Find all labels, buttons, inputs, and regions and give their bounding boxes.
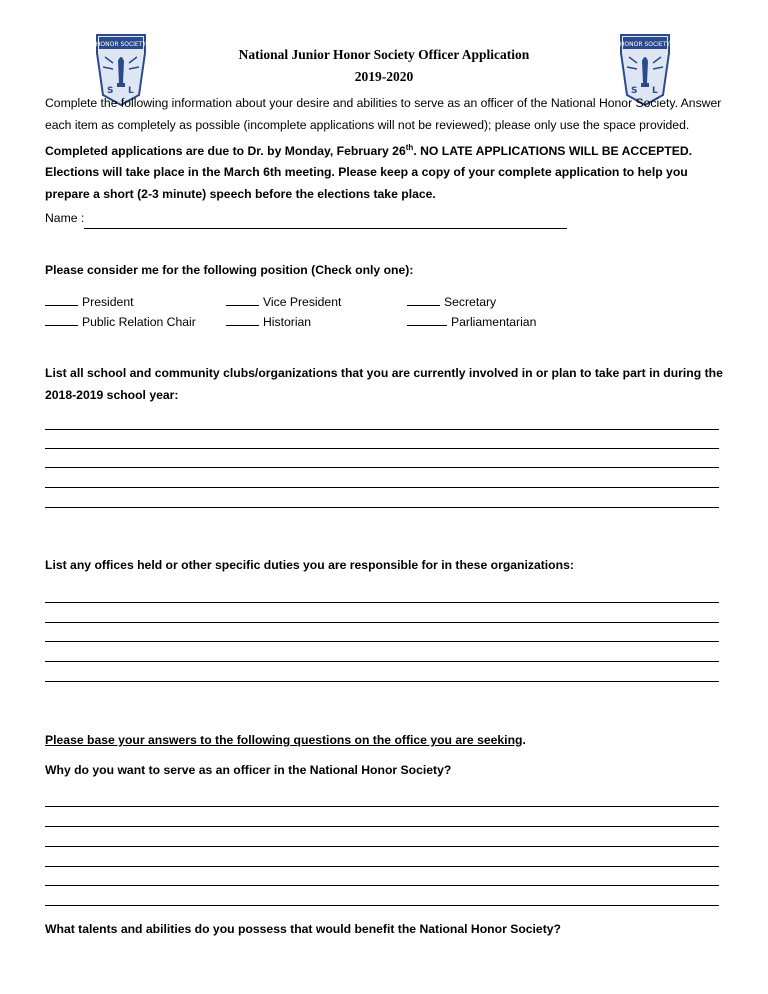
document-year: 2019-2020 bbox=[354, 69, 414, 84]
clubs-answer-line[interactable] bbox=[45, 467, 719, 468]
name-label: Name : bbox=[45, 211, 85, 225]
clubs-answer-line[interactable] bbox=[45, 429, 719, 430]
svg-text:HONOR SOCIETY: HONOR SOCIETY bbox=[619, 41, 671, 48]
svg-text:HONOR SOCIETY: HONOR SOCIETY bbox=[95, 41, 147, 48]
clubs-heading: List all school and community clubs/organizations that you are currently involved in or plan to take part in during the 2018-2019 school year: bbox=[45, 366, 723, 402]
offices-heading: List any offices held or other specific duties you are responsible for in these organizations: bbox=[45, 558, 574, 572]
offices-answer-line[interactable] bbox=[45, 661, 719, 662]
document-title: National Junior Honor Society Officer Application bbox=[238, 47, 530, 62]
option-parliamentarian[interactable]: Parliamentarian bbox=[407, 314, 536, 329]
why-answer-line[interactable] bbox=[45, 905, 719, 906]
svg-text:S: S bbox=[631, 86, 638, 96]
why-answer-line[interactable] bbox=[45, 885, 719, 886]
why-answer-line[interactable] bbox=[45, 806, 719, 807]
instruction-text: Please base your answers to the following questions on the office you are seeking. bbox=[45, 733, 526, 747]
option-public-relation-chair[interactable]: Public Relation Chair bbox=[45, 314, 196, 329]
question-why: Why do you want to serve as an officer in the National Honor Society? bbox=[45, 763, 452, 777]
positions-heading: Please consider me for the following position (Check only one): bbox=[45, 263, 414, 277]
name-field[interactable] bbox=[84, 228, 567, 229]
offices-answer-line[interactable] bbox=[45, 641, 719, 642]
intro-paragraph bbox=[45, 93, 725, 206]
option-vice-president[interactable]: Vice President bbox=[226, 294, 341, 309]
clubs-answer-line[interactable] bbox=[45, 487, 719, 488]
why-answer-line[interactable] bbox=[45, 826, 719, 827]
intro-deadline: Completed applications are due to Dr. by Monday, February 26th. NO LATE APPLICATIONS WILL BE ACCEPTED. Elections will take place in the March 6th meeting. Please keep a copy of your complete application to help you prepare a short (2-3 minute) speech before the elections take place. bbox=[45, 142, 693, 202]
clubs-answer-line[interactable] bbox=[45, 507, 719, 508]
option-historian[interactable]: Historian bbox=[226, 314, 311, 329]
svg-text:L: L bbox=[128, 86, 134, 96]
clubs-answer-line[interactable] bbox=[45, 448, 719, 449]
why-answer-line[interactable] bbox=[45, 866, 719, 867]
offices-answer-line[interactable] bbox=[45, 681, 719, 682]
question-talents: What talents and abilities do you possess that would benefit the National Honor Society? bbox=[45, 922, 561, 936]
intro-text: Complete the following information about your desire and abilities to serve as an officer of the National Honor Society. Answer each item as completely as possible (incomplete applications will not be reviewed); please only use the space provided. bbox=[45, 96, 722, 132]
option-president[interactable]: President bbox=[45, 294, 134, 309]
offices-answer-line[interactable] bbox=[45, 602, 719, 603]
svg-text:L: L bbox=[652, 86, 658, 96]
offices-answer-line[interactable] bbox=[45, 622, 719, 623]
svg-text:S: S bbox=[107, 86, 114, 96]
why-answer-line[interactable] bbox=[45, 846, 719, 847]
option-secretary[interactable]: Secretary bbox=[407, 294, 496, 309]
